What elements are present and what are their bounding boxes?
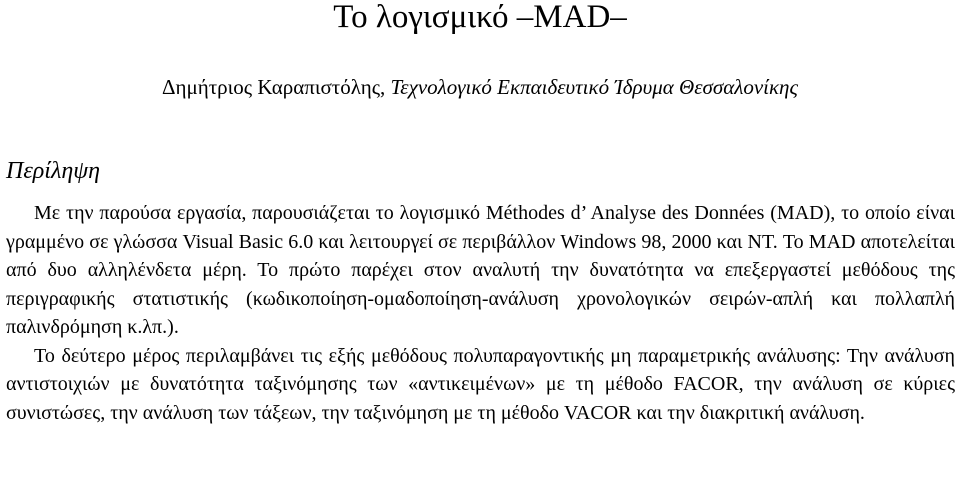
author-line xyxy=(0,74,960,100)
abstract-paragraph: Το δεύτερο μέρος περιλαμβάνει τις εξής μεθόδους πολυπαραγοντικής μη παραμετρικής ανάλυσης: Την ανάλυση αντιστοιχιών με δυνατότητα ταξινόμησης των «αντικειμένων» με τη μέθοδο FACOR, την ανάλυση σε κύριες συνιστώσες, την ανάλυση των τάξεων, την ταξινόμηση με τη μέθοδο VACOR και την διακριτική ανάλυση. xyxy=(6,344,955,424)
abstract-paragraph: Με την παρούσα εργασία, παρουσιάζεται το λογισμικό Méthodes d’ Analyse des Données (MAD), το οποίο είναι γραμμένο σε γλώσσα Visual Basic 6.0 και λειτουργεί σε περιβάλλον Windows 98, 2000 και NT. Το MAD αποτελείται από δυο αλληλένδετα μέρη. Το πρώτο παρέχει στον αναλυτή την δυνατότητα να επεξεργαστεί μεθόδους της περιγραφικής στατιστικής (κωδικοποίηση-ομαδοποίηση-ανάλυση χρονολογικών σειρών-απλή και πολλαπλή παλινδρόμηση κ.λπ.). xyxy=(6,202,955,338)
paper-title: Το λογισμικό –MAD– xyxy=(333,0,627,35)
abstract-heading: Περίληψη xyxy=(6,158,101,184)
author-name: Δημήτριος Καραπιστόλης, xyxy=(161,75,386,99)
abstract-body xyxy=(6,199,955,427)
author-affiliation: Τεχνολογικό Εκπαιδευτικό Ίδρυμα Θεσσαλονίκης xyxy=(390,75,798,99)
